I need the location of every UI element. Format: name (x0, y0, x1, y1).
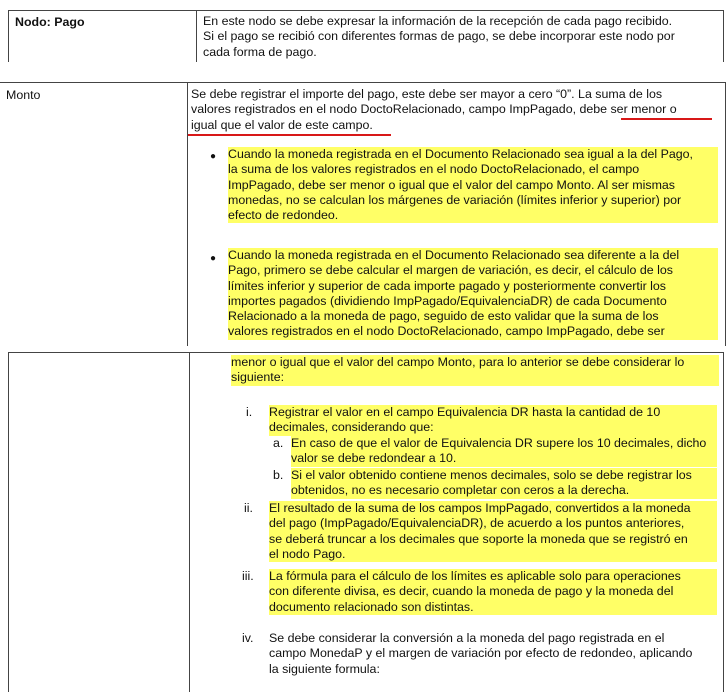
bullet2-line: Relacionado a la moneda de pago, seguido de esto validar que la suma de los (228, 309, 659, 324)
item-line: decimales, considerando que: (269, 420, 434, 435)
nodo-pago-line: En este nodo se debe expresar la información de la recepción de cada pago recibido. (203, 14, 673, 28)
bullet-icon: ● (210, 151, 217, 162)
item-line: El resultado de la suma de los campos ImpPagado, convertidos a la moneda (269, 501, 691, 515)
nodo-pago-label: Nodo: Pago (15, 15, 85, 29)
bullet2-line: importes pagados (dividiendo ImpPagado/EquivalenciaDR) de cada Documento (228, 293, 667, 308)
item-iii-text (269, 569, 717, 615)
item-iv-text (269, 631, 717, 677)
bullet1-line: la suma de los valores registrados en el nodo DoctoRelacionado, el campo (228, 162, 640, 177)
item-line: campo MonedaP y el margen de variación por efecto de redondeo, aplicando (269, 646, 693, 661)
sub-line: En caso de que el valor de Equivalencia DR supere los 10 decimales, dicho (291, 436, 707, 450)
bullet1-line: Cuando la moneda registrada en el Documento Relacionado sea igual a la del Pago, (228, 147, 693, 161)
monto-intro-line: igual que el valor de este campo. (191, 117, 373, 132)
continuation-line: siguiente: (231, 370, 285, 385)
item-line: con diferente divisa, es decir, cuando la moneda de pago y la moneda del (269, 584, 674, 599)
item-number: iii. (242, 569, 254, 583)
item-line: documento relacionado son distintas. (269, 599, 474, 614)
item-ii-text (269, 501, 717, 562)
bullet2-text (228, 248, 718, 340)
bullet1-line: ImpPagado, debe ser menor o igual que el valor del campo Monto. Al ser mismas (228, 177, 675, 192)
nodo-pago-description-cell (197, 11, 723, 62)
sub-line: obtenidos, no es necesario completar con ceros a la derecha. (291, 483, 630, 498)
monto-intro-line: valores registrados en el nodo DoctoRelacionado, campo ImpPagado, debe ser menor o (191, 102, 677, 117)
bullet-icon: ● (210, 253, 217, 264)
sub-b-text (291, 468, 717, 499)
sub-a-text (291, 436, 717, 467)
monto-label-cell (0, 83, 188, 346)
red-underline (621, 118, 712, 120)
item-line: La fórmula para el cálculo de los límites es aplicable solo para operaciones (269, 569, 681, 583)
bullet1-line: efecto de redondeo. (228, 208, 339, 223)
bullet1-line: monedas, no se calculan los márgenes de variación (límites inferior y superior) por (228, 192, 682, 207)
item-line: la siguiente formula: (269, 661, 380, 676)
monto-table (0, 82, 726, 346)
nodo-pago-line: Si el pago se recibió con diferentes formas de pago, se debe incorporar este nodo por (203, 29, 675, 44)
bullet2-line: límites inferior y superior de cada importe pagado y posteriormente convertir los (228, 278, 667, 293)
item-i-text (269, 405, 717, 436)
item-line: se deberá truncar a los decimales que soporte la moneda que se registró en (269, 531, 688, 546)
sub-letter: b. (273, 468, 284, 482)
item-number: i. (246, 405, 253, 419)
monto-intro-line: Se debe registrar el importe del pago, este debe ser mayor a cero “0”. La suma de los (191, 87, 663, 101)
nodo-pago-table (8, 10, 724, 62)
sub-line: Si el valor obtenido contiene menos decimales, solo se debe registrar los (291, 468, 692, 482)
item-number: iv. (242, 631, 254, 645)
bullet2-line: Pago, primero se debe calcular el margen de variación, es decir, el cálculo de los (228, 263, 673, 278)
continuation-left-cell (9, 353, 190, 692)
monto-description-cell (188, 83, 726, 346)
red-underline (188, 134, 391, 136)
item-line: el nodo Pago. (269, 546, 346, 561)
bullet1-text (228, 147, 718, 223)
item-number: ii. (244, 501, 253, 515)
nodo-pago-label-cell (9, 11, 197, 62)
bullet2-line: Cuando la moneda registrada en el Documento Relacionado sea diferente a la del (228, 248, 680, 262)
continuation-table (8, 352, 724, 692)
continuation-text (231, 355, 719, 386)
continuation-line: menor o igual que el valor del campo Monto, para lo anterior se debe considerar lo (231, 355, 685, 369)
nodo-pago-line: cada forma de pago. (203, 44, 317, 59)
item-line: Registrar el valor en el campo Equivalencia DR hasta la cantidad de 10 (269, 405, 661, 419)
bullet2-line: valores registrados en el nodo DoctoRelacionado, campo ImpPagado, debe ser (228, 324, 665, 339)
monto-label: Monto (6, 88, 41, 102)
item-line: del pago (ImpPagado/EquivalenciaDR), de acuerdo a los puntos anteriores, (269, 516, 685, 531)
sub-letter: a. (273, 436, 284, 450)
monto-intro (191, 87, 721, 133)
item-line: Se debe considerar la conversión a la moneda del pago registrada en el (269, 631, 665, 645)
continuation-right-cell (189, 353, 723, 692)
sub-line: valor se debe redondear a 10. (291, 451, 457, 466)
